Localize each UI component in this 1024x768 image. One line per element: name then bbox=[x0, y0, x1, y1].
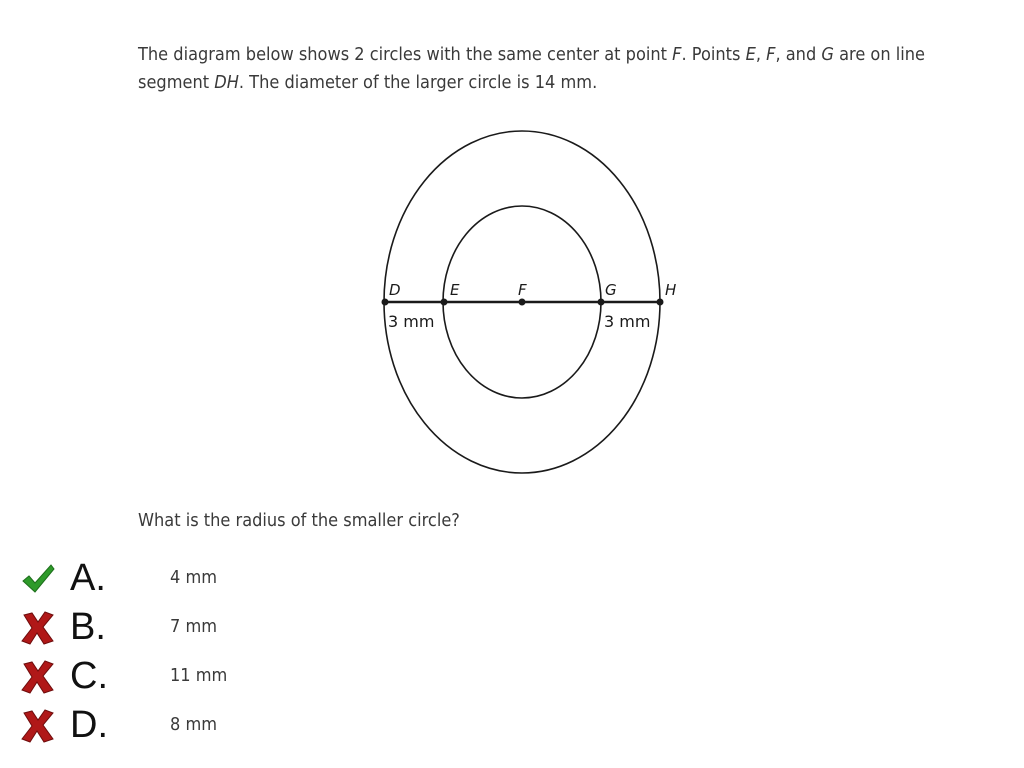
problem-statement: The diagram below shows 2 circles with the same center at point F. Points E, F, and G are on line segment DH. The diameter of the larger circle is 14 mm. bbox=[138, 44, 926, 93]
choice-text: 7 mm bbox=[170, 616, 218, 637]
measure-de: 3 mm bbox=[388, 312, 435, 331]
question-text: What is the radius of the smaller circle? bbox=[138, 510, 460, 531]
x-mark-icon bbox=[20, 660, 56, 694]
label-e: E bbox=[450, 281, 460, 299]
label-h: H bbox=[665, 281, 677, 299]
checkmark-icon bbox=[20, 562, 56, 596]
choice-text: 11 mm bbox=[170, 665, 228, 686]
measure-gh: 3 mm bbox=[604, 312, 651, 331]
label-g: G bbox=[605, 281, 617, 299]
choice-letter: B. bbox=[70, 606, 106, 648]
answer-choice-d[interactable] bbox=[0, 703, 400, 747]
answer-choice-c[interactable] bbox=[0, 654, 400, 698]
choice-letter: A. bbox=[70, 557, 106, 599]
point-f bbox=[519, 299, 526, 306]
point-h bbox=[657, 299, 664, 306]
x-mark-icon bbox=[20, 611, 56, 645]
point-e bbox=[441, 299, 448, 306]
label-f: F bbox=[518, 281, 527, 299]
choice-text: 8 mm bbox=[170, 714, 218, 735]
point-g bbox=[598, 299, 605, 306]
label-d: D bbox=[389, 281, 401, 299]
answer-choice-a[interactable] bbox=[0, 556, 400, 600]
point-d bbox=[382, 299, 389, 306]
answer-choice-b[interactable] bbox=[0, 605, 400, 649]
choice-letter: D. bbox=[70, 704, 108, 746]
x-mark-icon bbox=[20, 709, 56, 743]
choice-letter: C. bbox=[70, 655, 108, 697]
choice-text: 4 mm bbox=[170, 567, 218, 588]
